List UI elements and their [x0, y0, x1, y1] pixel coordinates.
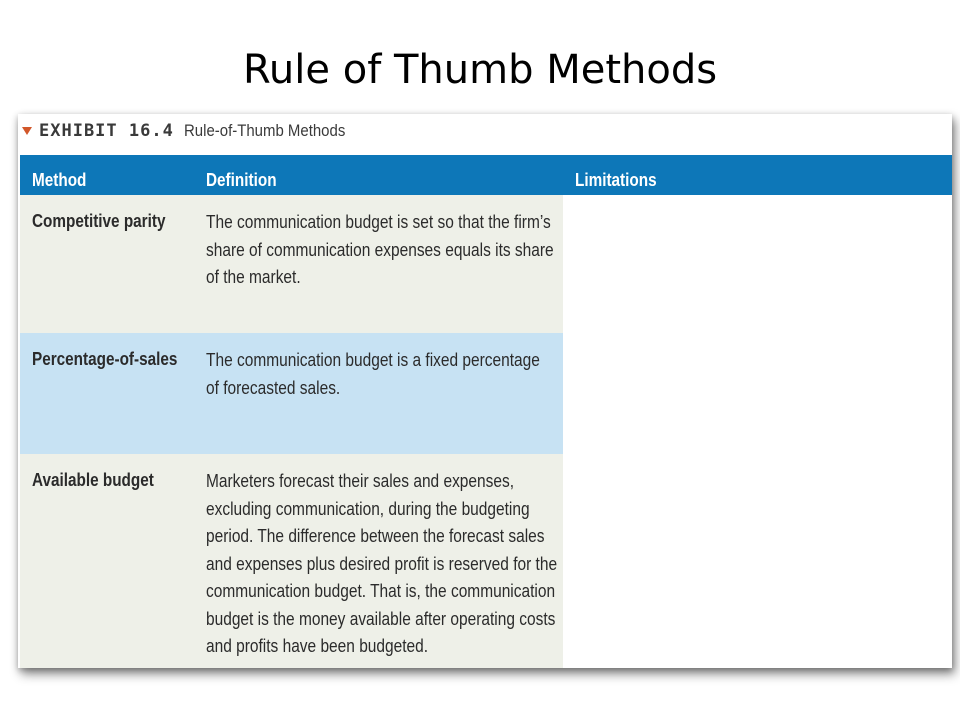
- definition-line: and expenses plus desired profit is reserved for the: [206, 553, 558, 574]
- definition-line: excluding communication, during the budgeting: [206, 498, 530, 519]
- exhibit-header: [18, 114, 952, 148]
- definition-line: period. The difference between the forecast sales: [206, 526, 545, 546]
- definition-line: of forecasted sales.: [206, 377, 341, 398]
- column-header-definition: Definition: [206, 170, 277, 190]
- table-header-row: [20, 155, 952, 195]
- table-row: [20, 195, 563, 333]
- definition-cell: [206, 347, 540, 402]
- definition-line: Marketers forecast their sales and expenses,: [206, 471, 515, 491]
- down-triangle-icon: [22, 127, 32, 135]
- definition-cell: [206, 209, 554, 292]
- column-header-limitations: Limitations: [575, 170, 657, 190]
- method-cell: Available budget: [32, 470, 154, 490]
- method-cell: Competitive parity: [32, 211, 166, 231]
- column-header-method: Method: [32, 170, 87, 190]
- method-cell: Percentage-of-sales: [32, 349, 178, 369]
- definition-cell: [206, 468, 558, 661]
- table-row: [20, 454, 563, 668]
- exhibit-label: EXHIBIT 16.4: [39, 121, 174, 141]
- slide-title: Rule of Thumb Methods: [242, 47, 718, 93]
- definition-line: communication budget. That is, the communication: [206, 581, 556, 601]
- exhibit-table-panel: [18, 114, 952, 668]
- exhibit-caption: Rule-of-Thumb Methods: [183, 121, 346, 140]
- table-row: [20, 333, 563, 454]
- definition-line: of the market.: [206, 267, 301, 287]
- definition-line: share of communication expenses equals its share: [206, 239, 554, 260]
- definition-line: and profits have been budgeted.: [206, 636, 429, 656]
- definition-line: budget is the money available after operating costs: [206, 608, 556, 629]
- definition-line: The communication budget is set so that the firm’s: [206, 212, 551, 232]
- definition-line: The communication budget is a fixed percentage: [206, 350, 540, 370]
